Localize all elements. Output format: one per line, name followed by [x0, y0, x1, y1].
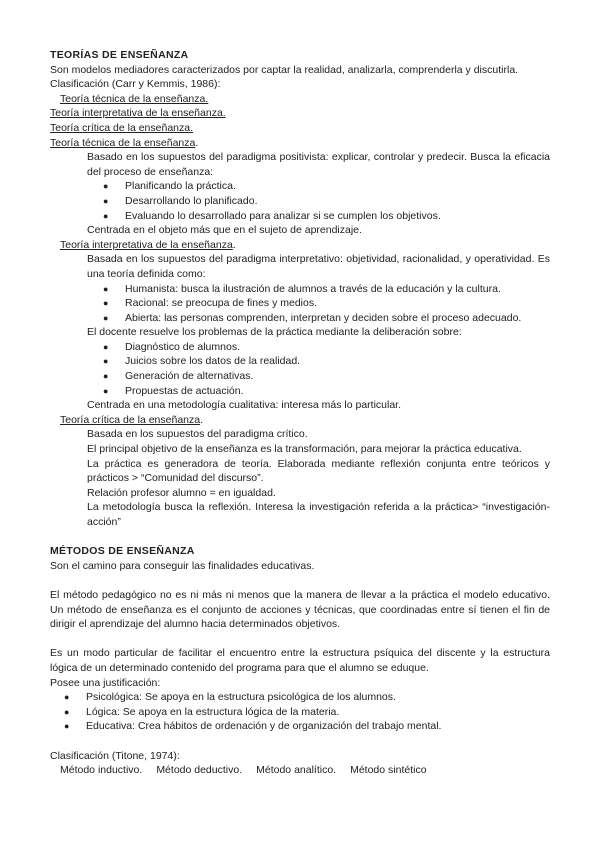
list-item: ● Educativa: Crea hábitos de ordenación y de organización del trabajo mental.	[64, 720, 442, 733]
link-teoria-interpretativa[interactable]: Teoría interpretativa de la enseñanza.	[50, 107, 226, 120]
list-item: ● Planificando la práctica.	[103, 180, 236, 193]
section-title-metodos: MÉTODOS DE ENSEÑANZA	[50, 545, 195, 558]
metodos-intro: Son el camino para conseguir las finalidades educativas.	[50, 559, 315, 572]
list-item: ● Diagnóstico de alumnos.	[103, 340, 240, 353]
list-item: ● Lógica: Se apoya en la estructura lógica de la materia.	[64, 705, 340, 718]
teorias-intro: Son modelos mediadores caracterizados por captar la realidad, analizarla, comprenderla y discutirla.	[50, 63, 519, 76]
heading-teoria-interpretativa: Teoría interpretativa de la enseñanza	[60, 238, 233, 251]
method-inductivo[interactable]: Método inductivo.	[60, 764, 143, 777]
bullet-icon: ●	[103, 312, 109, 323]
bullet-icon: ●	[103, 181, 109, 192]
interpretativa-docente: El docente resuelve los problemas de la práctica mediante la deliberación sobre:	[87, 326, 462, 339]
bullet-icon: ●	[103, 195, 109, 206]
metodos-justification: Posee una justificación:	[50, 676, 161, 689]
bullet-icon: ●	[103, 298, 109, 309]
metodos-types	[50, 763, 550, 778]
document-page: TEORÍAS DE ENSEÑANZA Son modelos mediadores caracterizados por captar la realidad, analizarla, comprenderla y discutirla. Clasificación (Carr y Kemmis, 1986): Teoría técnica de la enseñanza. Teoría interpretativa de la enseñanza. Teoría crítica de la enseñanza. Teoría técnica de la enseñanza. Basado en los supuestos del paradigma positivista: explicar, controlar y predecir. Busca la eficacia del proceso de enseñanza: ● Planificando la práctica. ● Desarrollando lo planificado. ● Evaluando lo desarrollado para analizar si se cumplen los objetivos. Centrada en el objeto más que en el sujeto de aprendizaje. Teoría interpretativa de la enseñanza. Basada en los supuestos del paradigma interpretativo: objetividad, racionalidad, y operatividad. Es una teoría definida como: ● Humanista: busca la ilustración de alumnos a través de la educación y la cultura. ● Racional: se preocupa de fines y medios. ● Abierta: las personas comprenden, interpretan y deciden sobre el proceso adecuado. El docente resuelve los problemas de la práctica mediante la deliberación sobre: ● Diagnóstico de alumnos. ● Juicios sobre los datos de la realidad. ● Generación de alternativas. ● Propuestas de actuación. Centrada en una metodología cualitativa: interesa más lo particular. Teoría crítica de la enseñanza. Basada en los supuestos del paradigma crítico. El principal objetivo de la enseñanza es la transformación, para mejorar la práctica educativa. La práctica es generadora de teoría. Elaborada mediante reflexión conjunta entre teóricos y prácticos > “Comunidad del discurso”. Relación profesor alumno = en igualdad. La metodología busca la reflexión. Interesa la investigación referida a la práctica> “investigación-acción” MÉTODOS DE ENSEÑANZA Son el camino para conseguir las finalidades educativas. El método pedagógico no es ni más ni menos que la manera de llevar a la práctica el modelo educativo. Un método de enseñanza es el conjunto de acciones y técnicas, que coordinadas entre sí tienen el fin de dirigir el aprendizaje del alumno hacia determinados objetivos. Es un modo particular de facilitar el encuentro entre la estructura psíquica del discente y la estructura lógica de un determinado contenido del programa para que el alumno se eduque. Posee una justificación: ● Psicológica: Se apoya en la estructura psicológica de los alumnos. ● Lógica: Se apoya en la estructura lógica de la materia. ● Educativa: Crea hábitos de ordenación y de organización del trabajo mental. Clasificación (Titone, 1974): Método inductivo. Método deductivo. Método analítico. Método sintético	[50, 49, 550, 777]
list-item: ● Psicológica: Se apoya en la estructura psicológica de los alumnos.	[64, 691, 396, 704]
method-analitico[interactable]: Método analítico.	[256, 764, 337, 777]
list-item: ● Evaluando lo desarrollado para analizar si se cumplen los objetivos.	[103, 209, 441, 222]
list-item: ● Humanista: busca la ilustración de alumnos a través de la educación y la cultura.	[103, 282, 501, 295]
teorias-classification: Clasificación (Carr y Kemmis, 1986):	[50, 78, 221, 91]
list-item: ● Racional: se preocupa de fines y medios.	[103, 297, 318, 310]
link-teoria-critica[interactable]: Teoría crítica de la enseñanza.	[50, 121, 194, 134]
bullet-icon: ●	[103, 356, 109, 367]
section-title-teorias: TEORÍAS DE ENSEÑANZA	[50, 49, 189, 61]
heading-teoria-critica: Teoría crítica de la enseñanza	[60, 413, 201, 426]
interpretativa-closing: Centrada en una metodología cualitativa: interesa más lo particular.	[87, 399, 402, 412]
list-item: ● Propuestas de actuación.	[103, 384, 244, 397]
metodos-p2: Es un modo particular de facilitar el encuentro entre la estructura psíquica del discente y la estructura lógica de un determinado contenido del programa para que el alumno se eduque.	[50, 647, 550, 674]
bullet-icon: ●	[64, 721, 70, 732]
metodos-p1: El método pedagógico no es ni más ni menos que la manera de llevar a la práctica el modelo educativo. Un método de enseñanza es el conjunto de acciones y técnicas, que coordinadas entre sí tienen el fin de dirigir el aprendizaje del alumno hacia determinados objetivos.	[50, 588, 550, 631]
metodos-classification: Clasificación (Titone, 1974):	[50, 749, 180, 762]
tecnica-closing: Centrada en el objeto más que en el sujeto de aprendizaje.	[87, 224, 362, 237]
bullet-icon: ●	[103, 283, 109, 294]
list-item: ● Abierta: las personas comprenden, interpretan y deciden sobre el proceso adecuado.	[103, 311, 522, 324]
method-deductivo[interactable]: Método deductivo.	[156, 764, 243, 777]
critica-p4: Relación profesor alumno = en igualdad.	[87, 486, 276, 499]
link-teoria-tecnica[interactable]: Teoría técnica de la enseñanza.	[60, 92, 209, 105]
bullet-icon: ●	[64, 706, 70, 717]
list-item: ● Desarrollando lo planificado.	[103, 194, 258, 207]
bullet-icon: ●	[103, 210, 109, 221]
critica-p1: Basada en los supuestos del paradigma crítico.	[87, 428, 308, 441]
critica-p5: La metodología busca la reflexión. Interesa la investigación referida a la práctica> “investigación-acción”	[87, 501, 550, 528]
interpretativa-description: Basada en los supuestos del paradigma interpretativo: objetividad, racionalidad, y operatividad. Es una teoría definida como:	[87, 253, 550, 280]
method-sintetico[interactable]: Método sintético	[350, 764, 427, 777]
list-item: ● Juicios sobre los datos de la realidad.	[103, 355, 301, 368]
bullet-icon: ●	[103, 371, 109, 382]
critica-p2: El principal objetivo de la enseñanza es la transformación, para mejorar la práctica educativa.	[87, 443, 522, 456]
bullet-icon: ●	[103, 385, 109, 396]
critica-p3: La práctica es generadora de teoría. Elaborada mediante reflexión conjunta entre teóricos y prácticos > “Comunidad del discurso”.	[87, 457, 550, 485]
list-item: ● Generación de alternativas.	[103, 370, 254, 383]
heading-teoria-tecnica: Teoría técnica de la enseñanza	[50, 136, 196, 149]
tecnica-description: Basado en los supuestos del paradigma positivista: explicar, controlar y predecir. Busca la eficacia del proceso de enseñanza:	[87, 151, 550, 178]
bullet-icon: ●	[103, 341, 109, 352]
bullet-icon: ●	[64, 692, 70, 703]
